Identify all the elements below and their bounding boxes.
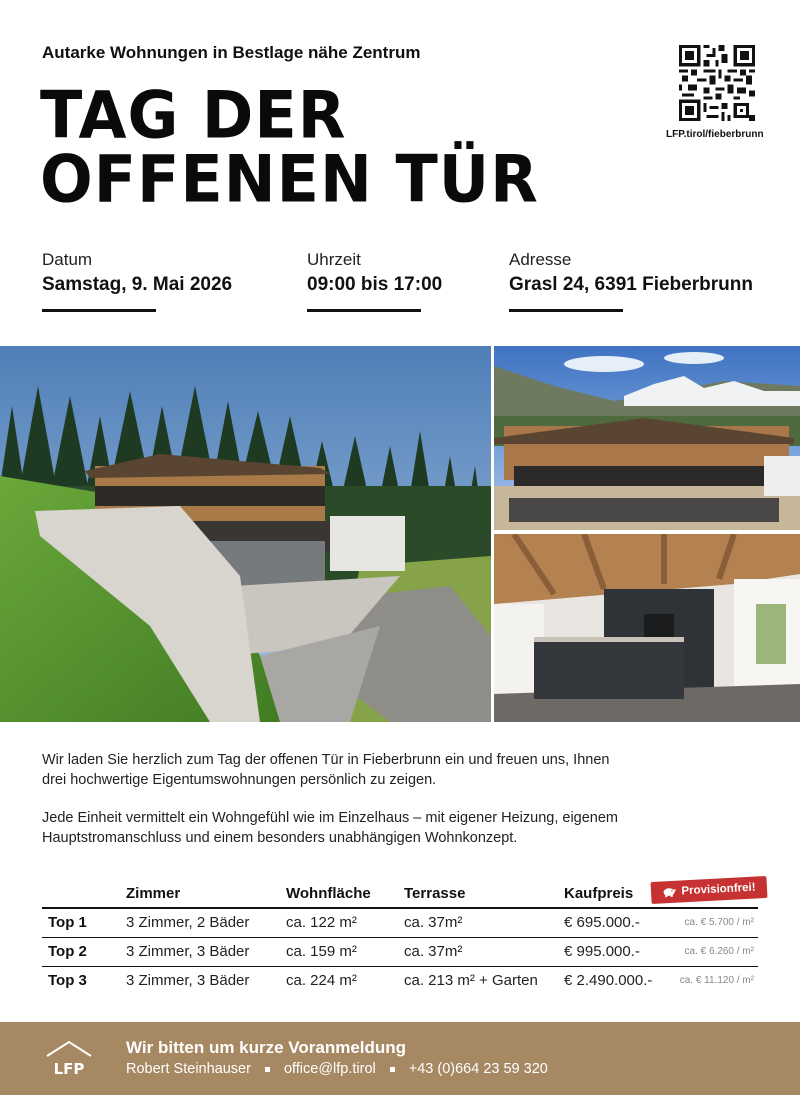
separator-dot [390, 1067, 395, 1072]
qr-url-label[interactable]: LFP.tirol/fieberbrunn [666, 129, 764, 140]
info-time-value: 09:00 bis 17:00 [307, 274, 443, 295]
photo-house-exterior [0, 346, 491, 722]
intro-paragraph: Wir laden Sie herzlich zum Tag der offenen Tür in Fieberbrunn ein und freuen uns, Ihnen drei hochwertige Eigentumswohnungen persönlich zu zeigen. [42, 752, 610, 788]
unit-rooms: 3 Zimmer, 2 Bäder [126, 908, 286, 937]
info-time-label: Uhrzeit [307, 250, 361, 269]
features-paragraph: Jede Einheit vermittelt ein Wohngefühl wie im Einzelhaus – mit eigener Heizung, eigenem Hauptstromanschluss und einem besonders unabhängigen Wohnkonzept. [42, 810, 619, 846]
unit-price-per-sqm: ca. € 6.260 / m² [670, 937, 758, 966]
info-date-value: Samstag, 9. Mai 2026 [42, 274, 233, 295]
info-date-label: Datum [42, 250, 93, 269]
contact-name: Robert Steinhauser [126, 1061, 251, 1077]
unit-name: Top 3 [42, 966, 126, 995]
unit-terrace: ca. 213 m² + Garten [404, 966, 564, 995]
unit-terrace: ca. 37m² [404, 937, 564, 966]
divider [509, 309, 623, 312]
divider [42, 309, 156, 312]
piggy-bank-icon [662, 887, 677, 898]
headline-line-2: OFFENEN TÜR [40, 140, 539, 218]
lfp-logo-text: LFP [53, 1060, 85, 1078]
divider [307, 309, 421, 312]
table-header-kaufpreis: Kaufpreis [564, 880, 670, 908]
table-header [42, 880, 126, 908]
info-address-label: Adresse [509, 250, 572, 269]
unit-area: ca. 122 m² [286, 908, 404, 937]
footer-contact [126, 1061, 548, 1077]
table-header-zimmer: Zimmer [126, 880, 286, 908]
info-date [42, 250, 232, 312]
unit-price: € 695.000.- [564, 908, 670, 937]
unit-rooms: 3 Zimmer, 3 Bäder [126, 937, 286, 966]
table-row [42, 937, 758, 966]
unit-price: € 995.000.- [564, 937, 670, 966]
subtitle: Autarke Wohnungen in Bestlage nähe Zentrum [42, 43, 421, 62]
info-time [307, 250, 442, 312]
unit-price-per-sqm: ca. € 5.700 / m² [670, 908, 758, 937]
info-address [509, 250, 753, 312]
badge-label: Provisionfrei! [681, 881, 756, 898]
unit-price: € 2.490.000.- [564, 966, 670, 995]
qr-code-icon[interactable] [679, 45, 755, 121]
lfp-logo-icon [44, 1038, 94, 1078]
headline [40, 76, 539, 218]
footer [0, 1022, 800, 1095]
unit-price-per-sqm: ca. € 11.120 / m² [670, 966, 758, 995]
unit-name: Top 1 [42, 908, 126, 937]
photo-building-view [494, 346, 800, 530]
headline-line-1: TAG DER [40, 76, 347, 154]
contact-phone[interactable]: +43 (0)664 23 59 320 [408, 1061, 548, 1077]
info-address-value: Grasl 24, 6391 Fieberbrunn [509, 274, 753, 295]
unit-terrace: ca. 37m² [404, 908, 564, 937]
contact-email[interactable]: office@lfp.tirol [283, 1061, 376, 1077]
footer-title: Wir bitten um kurze Voranmeldung [126, 1038, 407, 1057]
unit-area: ca. 224 m² [286, 966, 404, 995]
unit-name: Top 2 [42, 937, 126, 966]
unit-rooms: 3 Zimmer, 3 Bäder [126, 966, 286, 995]
table-header-terrasse: Terrasse [404, 880, 564, 908]
table-header-wohnflaeche: Wohnfläche [286, 880, 404, 908]
photo-kitchen-interior [494, 534, 800, 722]
table-row [42, 908, 758, 937]
separator-dot [265, 1067, 270, 1072]
table-row [42, 966, 758, 995]
unit-area: ca. 159 m² [286, 937, 404, 966]
